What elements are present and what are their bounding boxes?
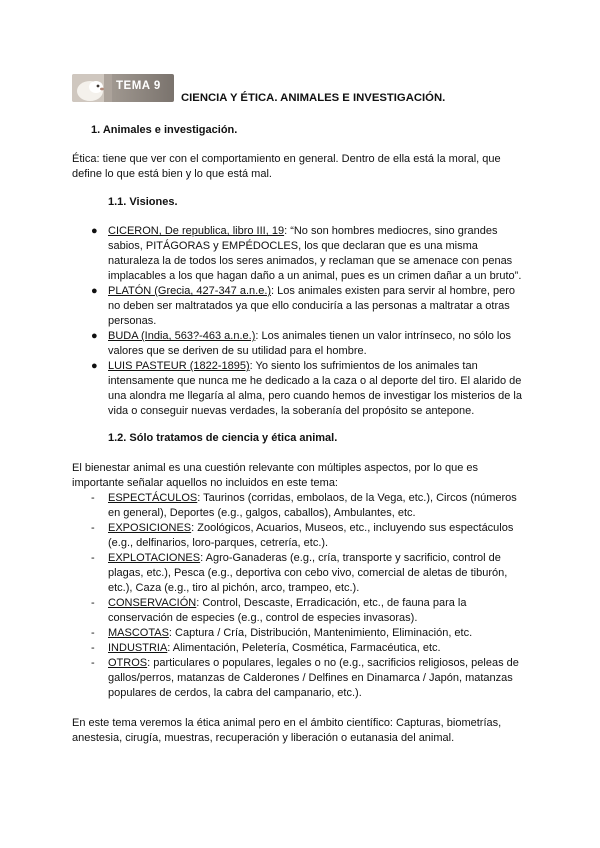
category-term: CONSERVACIÓN (108, 597, 197, 609)
category-term: INDUSTRIA (108, 642, 168, 654)
list-item (108, 521, 513, 537)
item-text: : particulares o populares, legales o no (e.g., sacrificios religiosos, peleas de (147, 657, 519, 669)
source-citation: PLATÓN (Grecia, 427-347 a.n.e.) (108, 285, 272, 297)
list-item-line: implacables a los que hagan daño a un animal, pues es un crimen dañar a un bruto”. (108, 270, 522, 282)
section-1-2-heading: 1.2. Sólo tratamos de ciencia y ética animal. (108, 432, 338, 444)
category-term: MASCOTAS (108, 627, 169, 639)
list-item-line: no deben ser maltratados ya que ello conduciría a las personas a maltratar a otras (108, 300, 510, 312)
source-citation: CICERON, De republica, libro III, 19 (108, 225, 285, 237)
list-item-line: naturaleza la de todos los seres animados, y reclaman que se amenace con penas (108, 255, 513, 267)
list-item (108, 626, 472, 642)
category-term: ESPECTÁCULOS (108, 492, 198, 504)
paragraph-line: En este tema veremos la ética animal pero en el ámbito científico: Capturas, biometrías, (72, 717, 502, 729)
section-1-heading: 1. Animales e investigación. (91, 124, 238, 136)
item-text: : Captura / Cría, Distribución, Mantenimiento, Eliminación, etc. (168, 627, 473, 639)
list-dash: - (91, 657, 95, 669)
list-item-line: sabios, PITÁGORAS y EMPÉDOCLES, los que declaran que es una misma (108, 240, 478, 252)
list-bullet: ● (91, 360, 98, 372)
list-dash: - (91, 627, 95, 639)
tema-badge: TEMA 9 (116, 80, 161, 92)
list-item (108, 359, 478, 375)
list-item-line: etc.), Caza (e.g., tiro al pichón, arco, trampeo, etc.). (108, 582, 360, 594)
list-bullet: ● (91, 225, 98, 237)
list-item (108, 329, 511, 345)
list-bullet: ● (91, 285, 98, 297)
paragraph-line: importante señalar aquellos no incluidos en este tema: (72, 477, 338, 489)
item-text: : Yo siento los sufrimientos de los animales tan (249, 360, 478, 372)
list-dash: - (91, 597, 95, 609)
list-item-line: plagas, etc.), Pesca (e.g., deportiva con cebo vivo, comercial de aletas de tiburón, (108, 567, 508, 579)
item-text: : Control, Descaste, Erradicación, etc., de fauna para la (196, 597, 467, 609)
document-title: CIENCIA Y ÉTICA. ANIMALES E INVESTIGACIÓN. (181, 92, 446, 104)
paragraph-line: El bienestar animal es una cuestión relevante con múltiples aspectos, por lo que es (72, 462, 479, 474)
list-dash: - (91, 552, 95, 564)
tema-banner (72, 74, 174, 102)
list-item (108, 284, 515, 300)
list-item (108, 641, 441, 657)
section-1-1-heading: 1.1. Visiones. (108, 196, 178, 208)
item-text: : Taurinos (corridas, embolaos, de la Vega, etc.), Circos (números (197, 492, 517, 504)
list-item (108, 551, 501, 567)
list-bullet: ● (91, 330, 98, 342)
paragraph-line: define lo que está bien y lo que está mal. (72, 168, 272, 180)
paragraph-line: anestesia, cirugía, muestras, recuperación y liberación o eutanasia del animal. (72, 732, 455, 744)
list-dash: - (91, 492, 95, 504)
list-item-line: personas. (108, 315, 157, 327)
list-item (108, 596, 467, 612)
list-item (108, 656, 519, 672)
animal-photo-icon (72, 74, 112, 102)
list-dash: - (91, 642, 95, 654)
list-item-line: (e.g., delfinarios, loro-parques, cetrería, etc.). (108, 537, 329, 549)
category-term: EXPLOTACIONES (108, 552, 201, 564)
category-term: OTROS (108, 657, 148, 669)
item-text: : Alimentación, Peletería, Cosmética, Farmacéutica, etc. (167, 642, 441, 654)
list-item-line: vida o conseguir nuevas verdades, la soberanía del propósito se antepone. (108, 405, 475, 417)
list-item (108, 491, 517, 507)
item-text: : Agro-Ganaderas (e.g., cría, transporte y sacrificio, control de (200, 552, 501, 564)
item-text: : Los animales tienen un valor intrínseco, no sólo los (255, 330, 511, 342)
source-citation: BUDA (India, 563?-463 a.n.e.) (108, 330, 256, 342)
item-text: : Los animales existen para servir al hombre, pero (271, 285, 515, 297)
item-text: : Zoológicos, Acuarios, Museos, etc., incluyendo sus espectáculos (191, 522, 514, 534)
list-item-line: gallos/perros, matanzas de Calderones / Delfines en Dinamarca / Japón, matanzas (108, 672, 513, 684)
paragraph-line: Ética: tiene que ver con el comportamiento en general. Dentro de ella está la moral, que (72, 153, 501, 165)
category-term: EXPOSICIONES (108, 522, 192, 534)
list-item-line: una alondra me llegaría al alma, pero cuando hemos de investigar los misterios de la (108, 390, 522, 402)
item-text: : “No son hombres mediocres, sino grandes (284, 225, 498, 237)
list-item-line: populares de cerdos, la cabra del campanario, etc.). (108, 687, 362, 699)
list-item-line: valores que se deriven de su utilidad para el hombre. (108, 345, 367, 357)
source-citation: LUIS PASTEUR (1822-1895) (108, 360, 250, 372)
list-dash: - (91, 522, 95, 534)
list-item (108, 224, 497, 240)
list-item-line: conservación de especies (e.g., control de especies invasoras). (108, 612, 418, 624)
list-item-line: en general), Deportes (e.g., galgos, caballos), Ambulantes, etc. (108, 507, 416, 519)
list-item-line: intensamente que nunca me he dedicado a la caza o al deporte del tiro. El alarido de (108, 375, 522, 387)
